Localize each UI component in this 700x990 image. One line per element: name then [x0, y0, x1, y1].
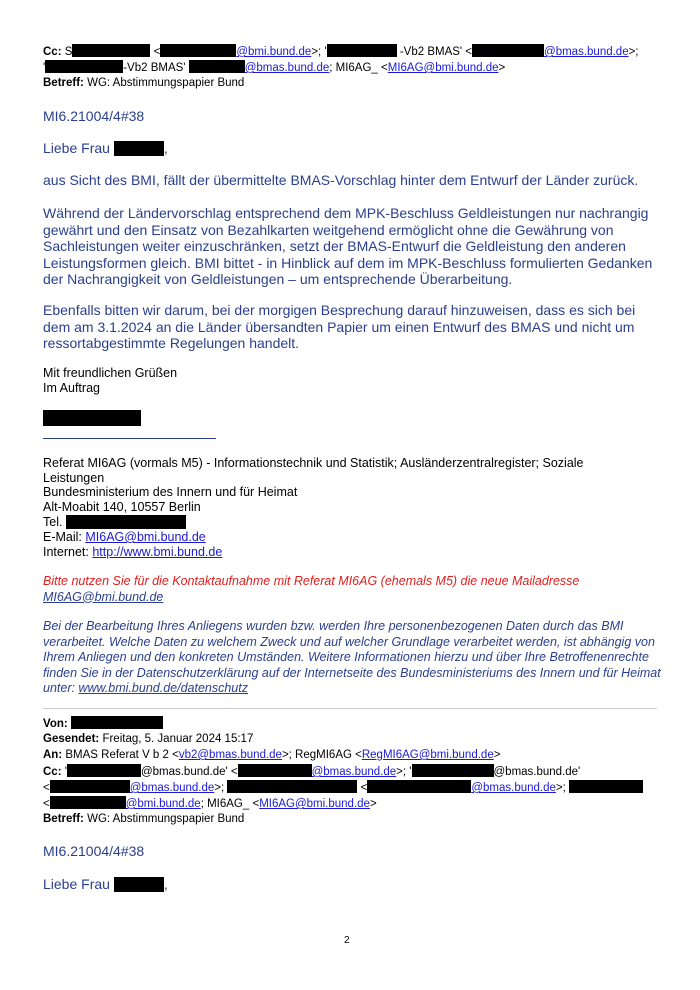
cc2-line-1	[43, 764, 580, 780]
paragraph-3: Ebenfalls bitten wir darum, bei der morgigen Besprechung darauf hinzuweisen, dass es sich bei dem am 3.1.2024 an die Länder übersandten Papier um einen Entwurf des BMAS und nicht um ressortabgestimmte Regelungen handelt.	[43, 302, 636, 351]
bmas-quoted: @bmas.bund.de' <	[140, 766, 238, 778]
tel-label: Tel.	[43, 515, 63, 529]
redaction-block	[45, 60, 123, 73]
subject-line-2	[43, 812, 244, 827]
signature-email	[43, 530, 643, 545]
message-divider	[43, 708, 657, 709]
cc2-line-3	[43, 796, 377, 812]
gt-semi: >;	[555, 782, 566, 794]
gt: >	[498, 62, 506, 74]
quote: '	[324, 46, 327, 58]
to-name: BMAS Referat V b 2 <	[65, 749, 179, 761]
redaction-block	[71, 716, 163, 729]
mi6ag-email-link[interactable]: MI6AG@bmi.bund.de	[259, 798, 370, 810]
signature-department: Referat MI6AG (vormals M5) - Informationstechnik und Statistik; Ausländerzentralregister; Soziale Leistungen	[43, 456, 584, 485]
to-mid: >; RegMI6AG <	[281, 749, 362, 761]
cc-email-link[interactable]: @bmas.bund.de	[129, 782, 215, 794]
to-email-link-2[interactable]: RegMI6AG@bmi.bund.de	[361, 749, 494, 761]
gt-semi: >;	[628, 46, 639, 58]
signature-ministry: Bundesministerium des Innern und für Heimat	[43, 485, 298, 499]
from-line	[43, 716, 163, 732]
gt-semi: >;	[396, 766, 407, 778]
cc-email-link[interactable]: @bmas.bund.de	[544, 46, 629, 58]
lt: <	[360, 782, 368, 794]
salutation-2	[43, 876, 168, 892]
vb2-bmas: -Vb2 BMAS'	[123, 62, 186, 74]
signature-separator	[43, 438, 216, 439]
redaction-block	[238, 764, 312, 777]
reference-number: MI6.21004/4#38	[43, 108, 145, 124]
mail-notice	[43, 574, 663, 605]
mi6ag-prefix: ; MI6AG_ <	[329, 62, 388, 74]
redaction-block	[189, 60, 245, 73]
cc-line-2	[43, 60, 505, 76]
subject-line	[43, 76, 244, 91]
mi6ag-prefix: ; MI6AG_ <	[200, 798, 260, 810]
signature-email-link[interactable]: MI6AG@bmi.bund.de	[85, 530, 206, 544]
redaction-block	[64, 764, 141, 778]
redaction-block	[327, 44, 397, 57]
mail-notice-link[interactable]: MI6AG@bmi.bund.de	[43, 589, 164, 604]
signature-internet	[43, 545, 643, 560]
redaction-block	[114, 877, 164, 892]
redaction-block	[569, 780, 643, 793]
gt: >	[493, 749, 501, 761]
to-label: An:	[43, 749, 63, 761]
cc-email-link[interactable]: @bmi.bund.de	[236, 46, 312, 58]
cc-label: Cc:	[43, 46, 62, 58]
internet-label: Internet:	[43, 545, 93, 559]
redaction-block	[412, 764, 494, 777]
redaction-block-signature-name	[43, 410, 141, 426]
page-number: 2	[344, 935, 350, 946]
lt: <	[43, 798, 50, 810]
redaction-block	[160, 44, 236, 57]
subject-label: Betreff:	[43, 77, 84, 89]
salutation-comma: ,	[163, 876, 168, 892]
to-email-link-1[interactable]: vb2@bmas.bund.de	[178, 749, 282, 761]
cc-label: Cc:	[43, 766, 62, 778]
redaction-block	[227, 780, 357, 793]
vb2-bmas: -Vb2 BMAS' <	[399, 46, 473, 58]
redaction-block	[50, 796, 126, 809]
quote: '	[64, 766, 67, 778]
cc-email-link[interactable]: @bmas.bund.de	[244, 62, 330, 74]
cc-email-link[interactable]: @bmas.bund.de	[311, 766, 397, 778]
paragraph-2: Während der Ländervorschlag entsprechend dem MPK-Beschluss Geldleistungen nur nachrangig gewährt und den Einsatz von Bezahlkarten weitgehend ermöglicht ohne die Gewährung von Sachleistungen weiter einzuschränken, setzt der BMAS-Entwurf die Geldleistung den anderen Leistungsformen gleich. BMI bittet - in Hinblick auf dem im MPK-Beschluss formulierten Gedanken der Nachrangigkeit von Geldleistungen – um entsprechende Überarbeitung.	[43, 205, 653, 287]
redaction-block	[66, 515, 186, 529]
cc-name-initial: S	[64, 46, 73, 58]
sent-date: Freitag, 5. Januar 2024 15:17	[102, 733, 254, 745]
subject-label: Betreff:	[43, 813, 84, 825]
salutation	[43, 140, 168, 156]
bmas-quoted-end: @bmas.bund.de'	[493, 766, 581, 778]
salutation-text: Liebe Frau	[43, 876, 110, 892]
redaction-block	[72, 44, 150, 57]
mail-notice-text: Bitte nutzen Sie für die Kontaktaufnahme mit Referat MI6AG (ehemals M5) die neue Mailadresse	[43, 574, 580, 588]
sent-label: Gesendet:	[43, 733, 100, 745]
salutation-comma: ,	[163, 140, 168, 156]
redaction-block	[367, 780, 471, 793]
gt-semi: >;	[214, 782, 225, 794]
cc-email-link[interactable]: @bmas.bund.de	[471, 782, 556, 794]
paragraph-1: aus Sicht des BMI, fällt der übermittelte BMAS-Vorschlag hinter dem Entwurf der Länder zurück.	[43, 172, 639, 188]
lt: <	[153, 46, 161, 58]
privacy-notice	[43, 619, 663, 697]
cc-line-1	[43, 44, 639, 60]
cc2-line-2	[43, 780, 643, 796]
to-line	[43, 748, 500, 763]
reference-number-2: MI6.21004/4#38	[43, 843, 145, 859]
cc-email-link[interactable]: @bmi.bund.de	[125, 798, 201, 810]
signature-tel	[43, 515, 643, 530]
closing-im-auftrag: Im Auftrag	[43, 381, 100, 395]
mi6ag-email-link[interactable]: MI6AG@bmi.bund.de	[387, 62, 499, 74]
signature-internet-link[interactable]: http://www.bmi.bund.de	[92, 545, 223, 559]
privacy-link[interactable]: www.bmi.bund.de/datenschutz	[78, 681, 248, 695]
quote: '	[43, 62, 46, 74]
privacy-text: Bei der Bearbeitung Ihres Anliegens wurden bzw. werden Ihre personenbezogenen Daten durch das BMI verarbeitet. Welche Daten zu welchem Zweck und auf welcher Grundlage verarbeitet werden, ist abhängig von Ihrem Anliegen und den konkreten Umständen. Weitere Informationen hierzu und über Ihre Betroffenenrechte finden Sie in der Datenschutzerklärung auf der Internetseite des Bundesministeriums des Innern und für Heimat unter:	[43, 619, 661, 695]
redaction-block	[50, 780, 130, 793]
closing-greeting: Mit freundlichen Grüßen	[43, 366, 178, 380]
sent-line	[43, 732, 253, 747]
lt: <	[43, 782, 50, 794]
redaction-block	[472, 44, 544, 57]
signature-address: Alt-Moabit 140, 10557 Berlin	[43, 500, 201, 514]
redaction-block	[114, 141, 164, 156]
email-label: E-Mail:	[43, 530, 86, 544]
gt-semi: >;	[311, 46, 322, 58]
quote: '	[409, 766, 412, 778]
subject: WG: Abstimmungspapier Bund	[87, 813, 245, 825]
salutation-text: Liebe Frau	[43, 140, 110, 156]
gt: >	[369, 798, 377, 810]
from-label: Von:	[43, 718, 68, 730]
subject: WG: Abstimmungspapier Bund	[87, 77, 245, 89]
